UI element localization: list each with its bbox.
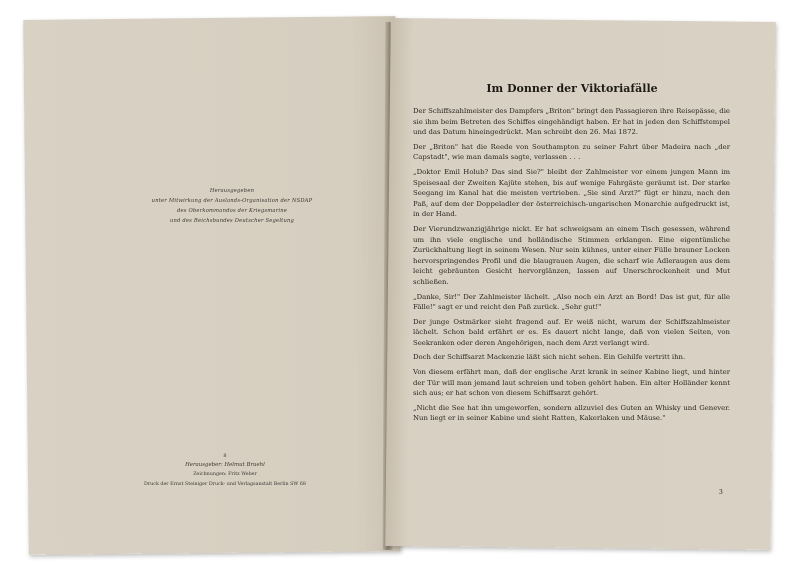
editor-credit: Herausgeber: Helmut Bruehl [185,462,265,468]
imprint-publisher-block [132,186,332,226]
paragraph: Der Vierundzwanzigjährige nickt. Er hat schweigsam an einem Tisch gesessen, während um ihn viele englische und holländische Stimmen erklangen. Eine eigentümliche Zurückhaltung liegt in seinem Wesen. Nur sein kühnes, unter einer Fülle brauner Locken hervorspringendes Profil und die blaugrauen Augen, die scharf wie Adleraugen aus dem leicht gebräunten Gesicht hervorglänzen, lassen auf Unerschrockenheit und Mut schließen. [413,224,730,286]
printer-credit: Druck der Ernst Steiniger Druck- und Verlagsanstalt Berlin SW 68 [144,482,306,487]
imprint-line: Herausgegeben [209,188,255,194]
imprint-credits-block [110,452,340,490]
paragraph: „Nicht die See hat ihn umgeworfen, sondern allzuviel des Guten an Whisky und Genever. Nun liegt er in seiner Kabine und sieht Ratten, Kakerlaken und Mäuse." [413,403,730,423]
paragraph: Von diesem erfährt man, daß der englische Arzt krank in seiner Kabine liegt, und hinter der Tür will man jemand laut schreien und toben gehört haben. Ein alter Holländer kennt sich aus; er hat schon von diesem Schiffsarzt gehört. [413,368,730,398]
page-number: 3 [719,489,723,496]
paragraph: „Danke, Sir!" Der Zahlmeister lächelt. „Also noch ein Arzt an Bord! Das ist gut, für alle Fälle!" sagt er und reicht den Paß zurück. „Sehr gut!" [413,292,730,312]
imprint-line: des Oberkommandos der Kriegsmarine [176,208,288,214]
imprint-line: und des Reichsbundes Deutscher Segeltung [169,218,295,224]
imprint-line: unter Mitwirkung der Auslands-Organisation der NSDAP [151,198,313,204]
paragraph: Der junge Ostmärker sieht fragend auf. Er weiß nicht, warum der Schiffszahlmeister lächelt. Schon bald erfährt er es. Es dauert nicht lange, daß von vielen Seiten, von Seekranken oder deren Angehörigen, nach dem Arzt verlangt wird. [413,317,730,347]
paragraph: Der „Briton" hat die Reede von Southampton zu seiner Fahrt über Madeira nach „der Capstadt", wie man damals sagte, verlassen . . . [413,142,730,162]
chapter-body [413,106,730,428]
paragraph: Der Schiffszahlmeister des Dampfers „Briton" bringt den Passagieren ihre Reisepässe, die sie ihm beim Betreten des Schiffes eingehändigt haben. Er hat in jeden den Schiffstempel und das Datum hineingedrückt. Man schreibt den 26. Mai 1872. [413,107,730,137]
illustrator-credit: Zeichnungen: Fritz Weber [193,472,257,477]
paragraph: Doch der Schiffsarzt Mackenzie läßt sich nicht sehen. Ein Gehilfe vertritt ihn. [413,353,686,362]
footer-mark: 8 [223,453,227,459]
chapter-title: Im Donner der Viktoriafälle [486,82,658,95]
paragraph: „Doktor Emil Holub? Das sind Sie?" bleibt der Zahlmeister vor einem jungen Mann im Speisesaal der Zweiten Kajüte stehen, bis auf wenige Fahrgäste geräumt ist. Der starke Seegang im Kanal hat die meisten vertrieben. „Sie sind Arzt?" fügt er hinzu, nach den Paß, auf dem der Doppeladler der österreichisch-ungarischen Monarchie aufgedruckt ist, in der Hand. [413,167,730,219]
